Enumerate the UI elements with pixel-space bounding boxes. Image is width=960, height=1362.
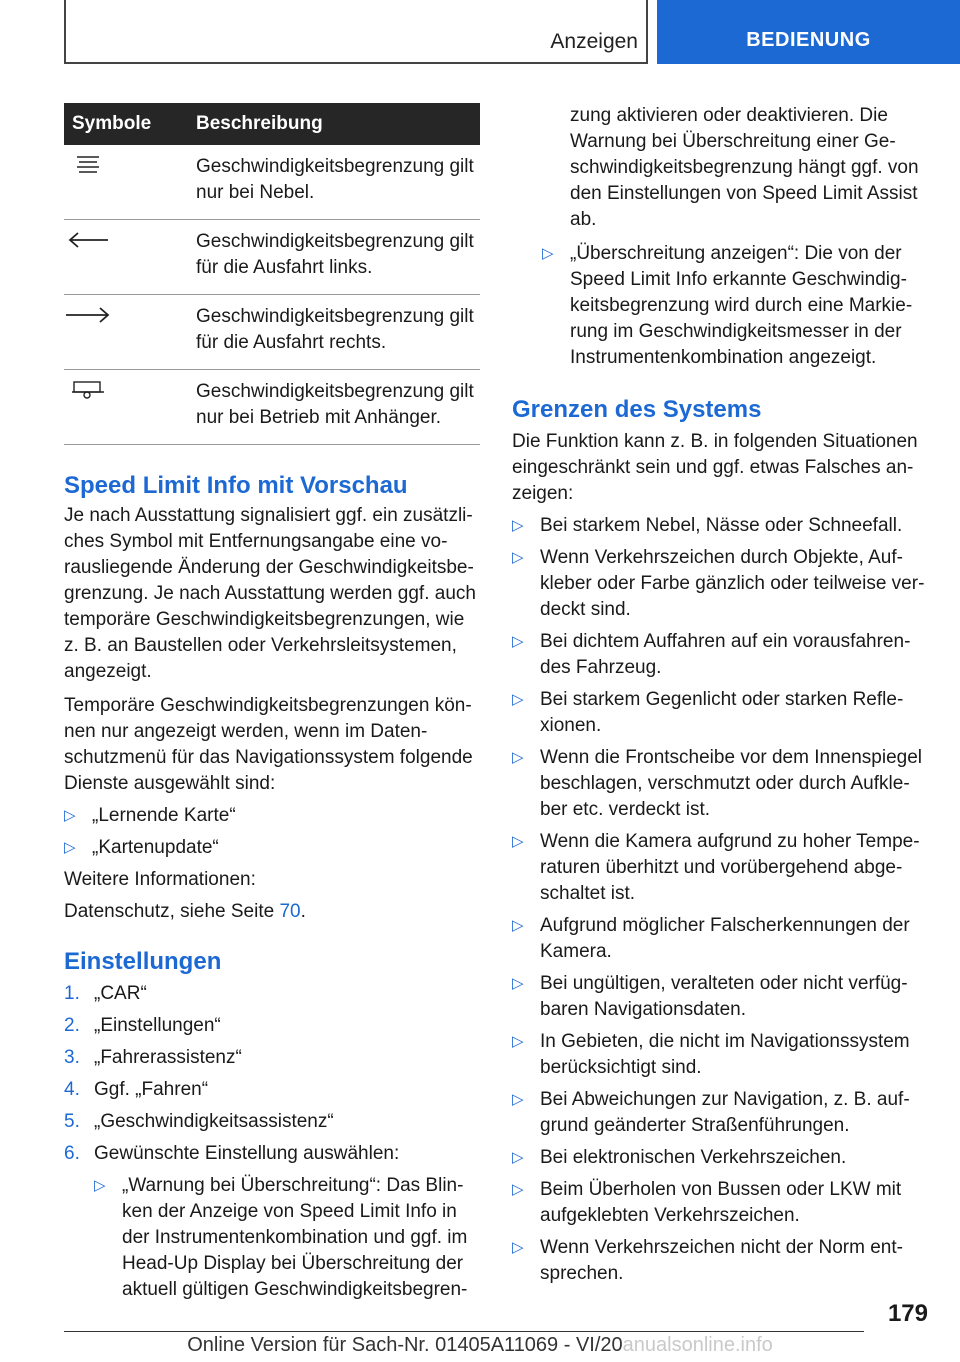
list-item: 2. „Einstellungen“ (64, 1015, 221, 1036)
chapter-label: BEDIENUNG (746, 29, 871, 51)
list-item: 5. „Geschwindigkeitsassistenz“ (64, 1111, 334, 1132)
table-cell-icon (64, 295, 196, 370)
bullet-triangle-icon: ▷ (512, 1033, 524, 1050)
bullet-triangle-icon: ▷ (512, 633, 524, 650)
table-cell-text: Geschwindigkeitsbegrenzung gilt nur bei Nebel. (196, 145, 480, 220)
bullet-triangle-icon: ▷ (512, 691, 524, 708)
list-item: ▷ Wenn die Kamera aufgrund zu hoher Temperaturen überhitzt und vorübergehend abgeschaltet ist. (512, 831, 920, 904)
arrow-left-icon (66, 229, 110, 251)
paragraph: Weitere Informationen: (64, 869, 256, 890)
bullet-triangle-icon: ▷ (512, 975, 524, 992)
list-item: 6. Gewünschte Einstellung auswählen: (64, 1143, 400, 1164)
bullet-triangle-icon: ▷ (542, 245, 554, 262)
footer-divider (64, 1331, 864, 1332)
sub-list-item: ▷ „Überschreitung anzeigen“: Die von der Speed Limit Info erkannte Geschwindigkeitsbegrenzung wird durch eine Markierung im Geschwindigkeitsmesser in der Instrumentenkombination angezeigt. (542, 243, 913, 368)
bullet-triangle-icon: ▷ (64, 839, 76, 856)
bullet-triangle-icon: ▷ (512, 833, 524, 850)
table-cell-icon (64, 145, 196, 220)
bullet-triangle-icon: ▷ (512, 549, 524, 566)
list-item: ▷ Bei starkem Gegenlicht oder starken Reflexionen. (512, 689, 904, 736)
table-header-row (64, 103, 480, 145)
list-item: 1. „CAR“ (64, 983, 147, 1004)
table-cell-text: Geschwindigkeitsbegrenzung gilt für die Ausfahrt rechts. (196, 295, 480, 370)
list-item: ▷ Wenn die Frontscheibe vor dem Innenspiegel beschlagen, verschmutzt oder durch Aufkleber etc. verdeckt ist. (512, 747, 922, 820)
page-link[interactable]: 70 (279, 901, 301, 922)
table-row (64, 370, 480, 445)
heading-settings: Einstellungen (64, 948, 222, 975)
heading-preview: Speed Limit Info mit Vorschau (64, 472, 408, 499)
heading-limits: Grenzen des Systems (512, 396, 762, 423)
reference: Datenschutz, siehe Seite 70. (64, 901, 306, 922)
list-item: ▷ Beim Überholen von Bussen oder LKW mit aufgeklebten Verkehrszeichen. (512, 1179, 902, 1226)
table-row (64, 145, 480, 220)
table-cell-icon (64, 220, 196, 295)
bullet-triangle-icon: ▷ (512, 1239, 524, 1256)
list-item: ▷ Wenn Verkehrszeichen durch Objekte, Aufkleber oder Farbe gänzlich oder teilweise verdeckt sind. (512, 547, 925, 620)
chapter-tab[interactable] (657, 0, 960, 64)
page-number: 179 (887, 1300, 928, 1327)
bullet-triangle-icon: ▷ (512, 749, 524, 766)
table-cell-text: Geschwindigkeitsbegrenzung gilt für die Ausfahrt links. (196, 220, 480, 295)
bullet-triangle-icon: ▷ (94, 1177, 106, 1194)
list-item: ▷ „Lernende Karte“ (64, 803, 482, 829)
left-column (64, 103, 482, 1309)
paragraph: Die Funktion kann z. B. in folgenden Situationen eingeschränkt sein und ggf. etwas Falsches anzeigen: (512, 431, 918, 504)
list-item: ▷ Bei elektronischen Verkehrszeichen. (512, 1145, 930, 1171)
right-column (512, 103, 930, 1293)
paragraph-continued: zung aktivieren oder deaktivieren. Die Warnung bei Überschreitung einer Geschwindigkeitsbegrenzung hängt ggf. von den Einstellungen von Speed Limit Assist ab. (570, 105, 919, 230)
table-cell-text: Geschwindigkeitsbegrenzung gilt nur bei Betrieb mit Anhänger. (196, 370, 480, 445)
limits-list (512, 513, 930, 1287)
fog-lines-icon (73, 154, 103, 176)
table-row (64, 295, 480, 370)
bullet-triangle-icon: ▷ (512, 517, 524, 534)
trailer-icon (70, 379, 106, 401)
arrow-right-icon (64, 304, 112, 326)
bullet-triangle-icon: ▷ (512, 1181, 524, 1198)
list-item: ▷ Bei ungültigen, veralteten oder nicht verfügbaren Navigationsdaten. (512, 973, 908, 1020)
list-item: ▷ Bei Abweichungen zur Navigation, z. B. aufgrund geänderter Straßenführungen. (512, 1089, 910, 1136)
list-item: 4. Ggf. „Fahren“ (64, 1079, 209, 1100)
table-cell-icon (64, 370, 196, 445)
list-item: 3. „Fahrerassistenz“ (64, 1047, 242, 1068)
paragraph: Je nach Ausstattung signalisiert ggf. ein zusätzliches Symbol mit Entfernungsangabe eine vorausliegende Änderung der Geschwindigkeitsbegrenzung. Je nach Ausstattung werden ggf. auch temporäre Geschwindigkeitsbegrenzungen, wie z. B. an Baustellen oder Verkehrsleitsystemen, angezeigt. (64, 505, 476, 682)
table-header-symbole: Symbole (64, 103, 196, 145)
section-title: Anzeigen (550, 30, 638, 53)
list-item: ▷ Aufgrund möglicher Falscherkennungen der Kamera. (512, 915, 910, 962)
sub-list-item: ▷ „Warnung bei Überschreitung“: Das Blinken der Anzeige von Speed Limit Info in der Instrumentenkombination und ggf. im Head-Up Display bei Überschreitung der aktuell gültigen Geschwindigkeitsbegren- (94, 1175, 468, 1300)
bullet-triangle-icon: ▷ (512, 1091, 524, 1108)
list-item: ▷ In Gebieten, die nicht im Navigationssystem berücksichtigt sind. (512, 1031, 910, 1078)
footer-text: Online Version für Sach-Nr. 01405A11069 - VI/20anualsonline.info (187, 1334, 773, 1356)
list-item: ▷ Wenn Verkehrszeichen nicht der Norm entsprechen. (512, 1237, 903, 1284)
table-header-beschreibung: Beschreibung (196, 103, 480, 145)
bullet-triangle-icon: ▷ (64, 807, 76, 824)
list-item: ▷ „Kartenupdate“ (64, 835, 482, 861)
table-row (64, 220, 480, 295)
list-item: ▷ Bei dichtem Auffahren auf ein vorausfahrendes Fahrzeug. (512, 631, 911, 678)
symbol-table (64, 103, 480, 445)
paragraph: Temporäre Geschwindigkeitsbegrenzungen können nur angezeigt werden, wenn im Datenschutzmenü für das Navigationssystem folgende Dienste ausgewählt sind: (64, 695, 473, 794)
bullet-triangle-icon: ▷ (512, 1149, 524, 1166)
watermark: anualsonline.info (622, 1334, 773, 1356)
bullet-triangle-icon: ▷ (512, 917, 524, 934)
list-item: ▷ Bei starkem Nebel, Nässe oder Schneefall. (512, 513, 930, 539)
